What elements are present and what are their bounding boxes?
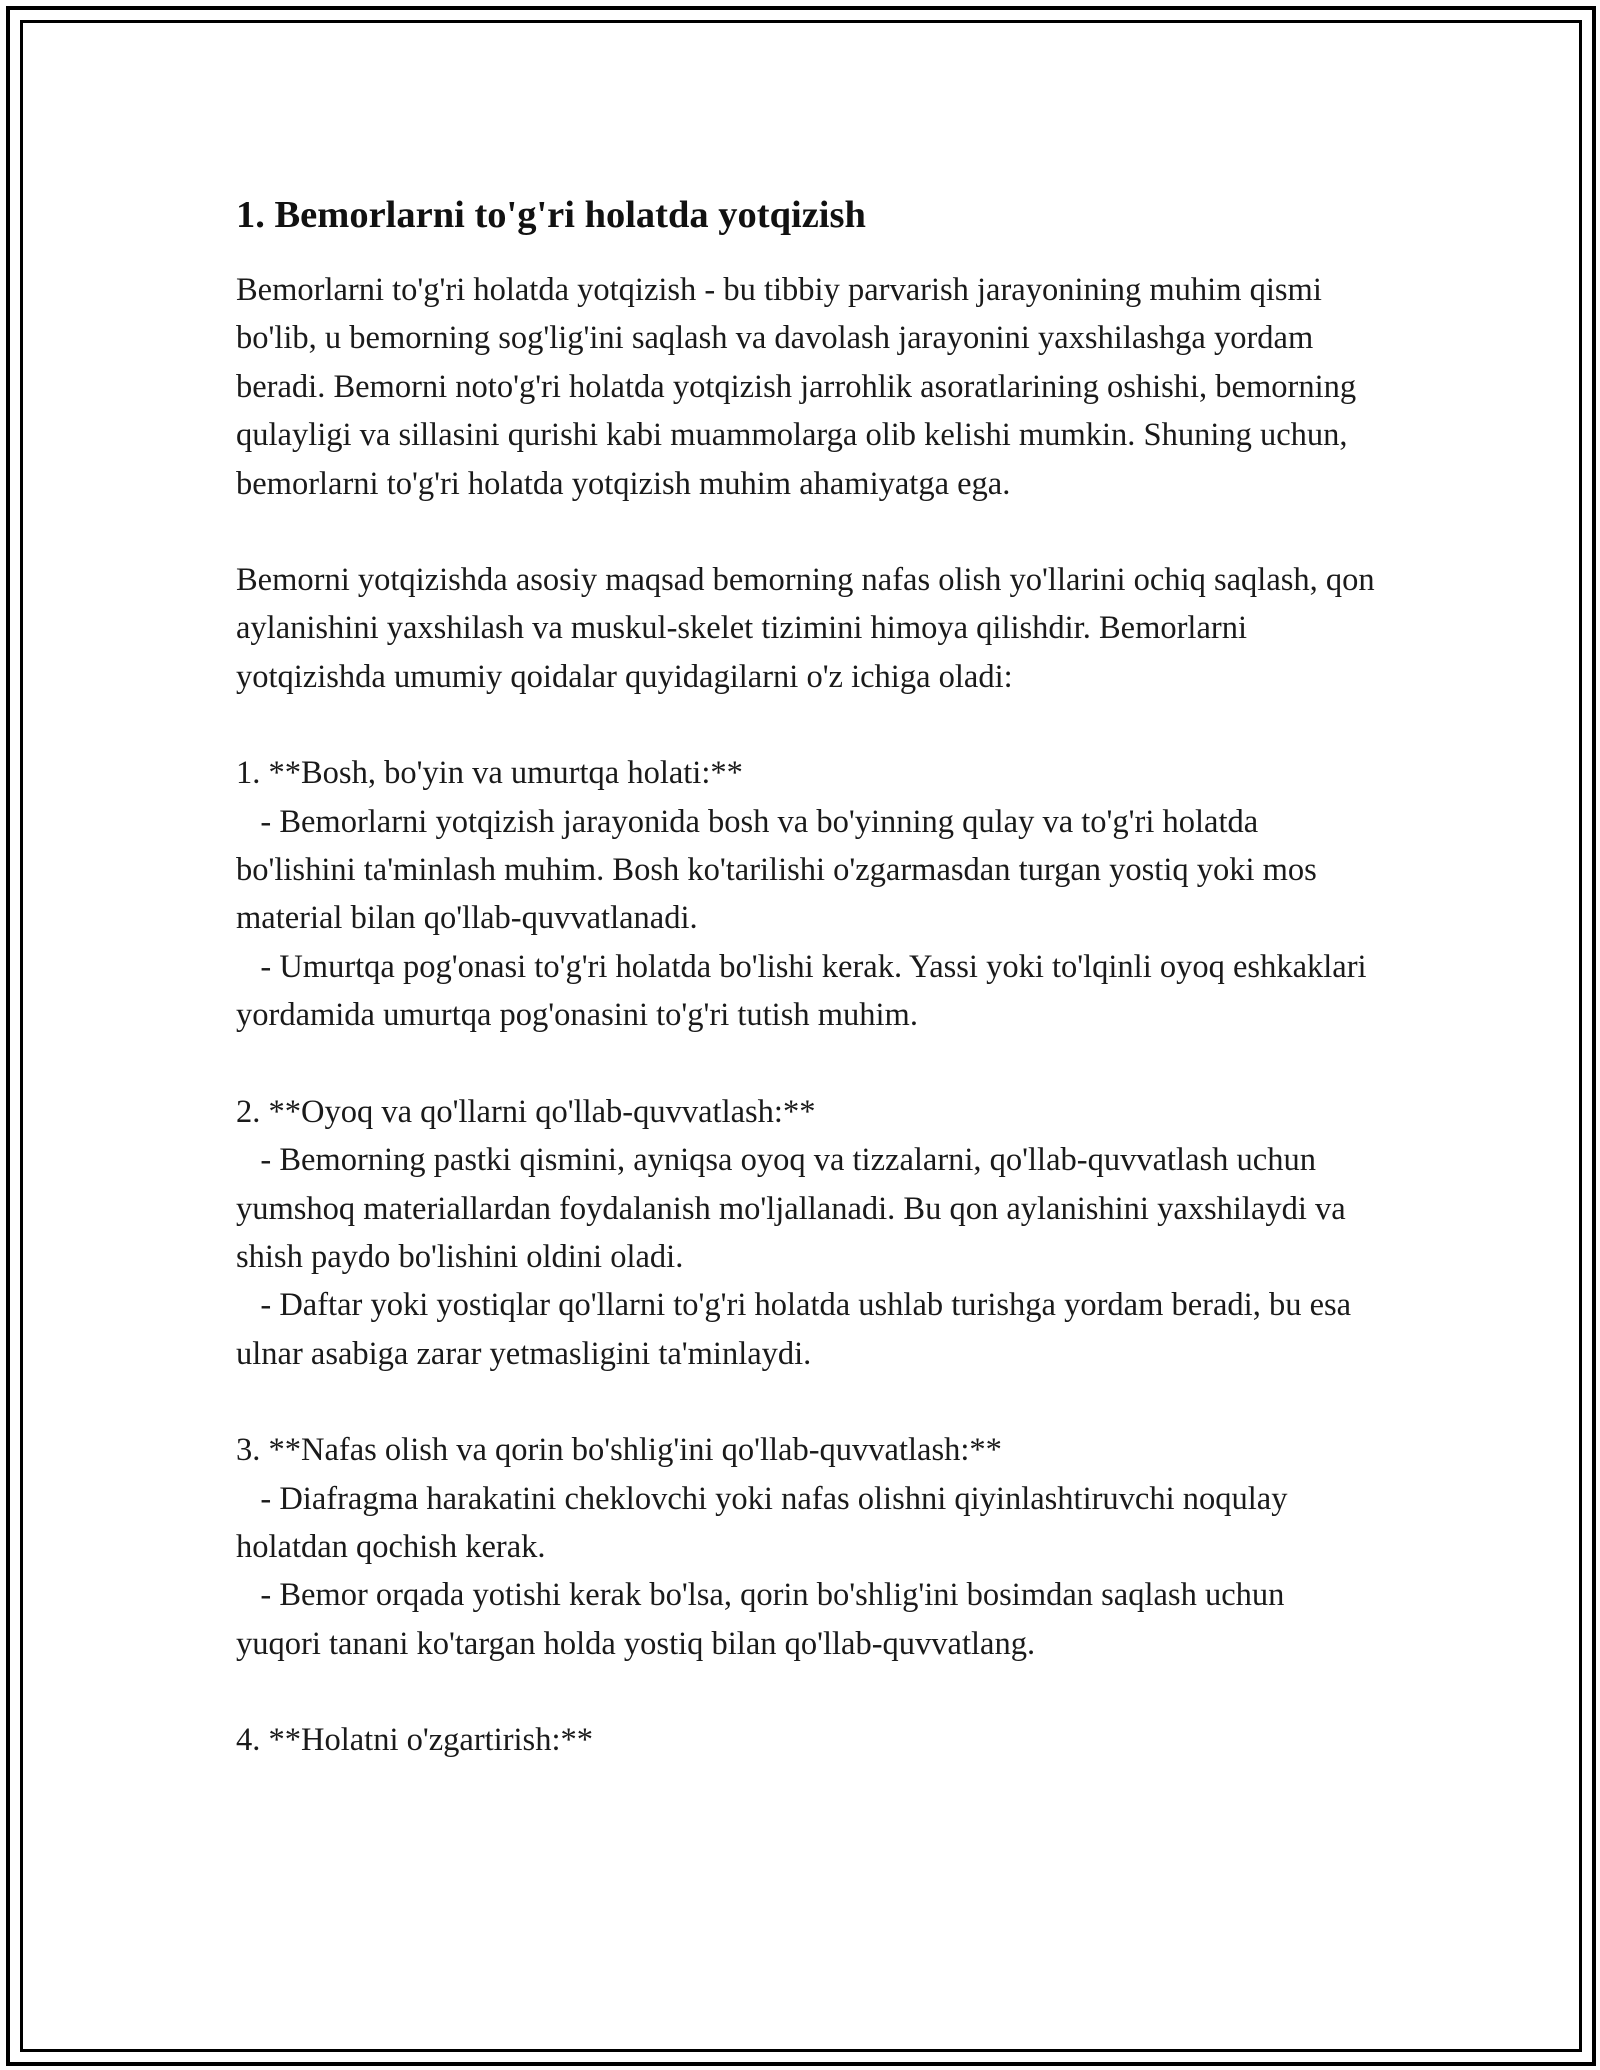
- section-heading: 1. Bemorlarni to'g'ri holatda yotqizish: [236, 194, 866, 236]
- list-item-point: - Daftar yoki yostiqlar qo'llarni to'g'ri holatda ushlab turishga yordam beradi, bu esa ulnar asabiga zarar yetmasligini ta'minlaydi.: [236, 1287, 1360, 1372]
- list-item-title: 4. **Holatni o'zgartirish:**: [236, 1722, 593, 1759]
- list-item-legs-arms: [236, 1088, 1376, 1378]
- document-body: [236, 186, 1383, 1813]
- list-item-point: - Bemorlarni yotqizish jarayonida bosh va bo'yinning qulay va to'g'ri holatda bo'lishini ta'minlash muhim. Bosh ko'tarilishi o'zgarmasdan turgan yostiq yoki mos material bilan qo'llab-quvvatlanadi.: [236, 803, 1325, 937]
- list-item-point: - Bemor orqada yotishi kerak bo'lsa, qorin bo'shlig'ini bosimdan saqlash uchun yuqori tanani ko'targan holda yostiq bilan qo'llab-quvvatlang.: [236, 1577, 1293, 1662]
- list-item-point: - Bemorning pastki qismini, ayniqsa oyoq va tizzalarni, qo'llab-quvvatlash uchun yumshoq materiallardan foydalanish mo'ljallanadi. Bu qon aylanishini yaxshilaydi va shish paydo bo'lishini oldini oladi.: [236, 1142, 1354, 1275]
- goal-paragraph: Bemorni yotqizishda asosiy maqsad bemorning nafas olish yo'llarini ochiq saqlash, qon aylanishini yaxshilash va muskul-skelet tizimini himoya qilishdir. Bemorlarni yotqizishda umumiy qoidalar quyidagilarni o'z ichiga oladi:: [236, 562, 1383, 695]
- list-item-title: 3. **Nafas olish va qorin bo'shlig'ini qo'llab-quvvatlash:**: [236, 1432, 1002, 1469]
- list-item-point: - Diafragma harakatini cheklovchi yoki nafas olishni qiyinlashtiruvchi noqulay holatdan qochish kerak.: [236, 1480, 1296, 1565]
- list-item-head-neck-spine: [236, 749, 1376, 1039]
- list-item-breathing-abdomen: [236, 1426, 1376, 1668]
- list-item-title: 1. **Bosh, bo'yin va umurtqa holati:**: [236, 755, 743, 792]
- list-item-title: 2. **Oyoq va qo'llarni qo'llab-quvvatlash:**: [236, 1093, 816, 1130]
- list-item-position-change: [236, 1716, 1376, 1764]
- list-item-point: - Umurtqa pog'onasi to'g'ri holatda bo'lishi kerak. Yassi yoki to'lqinli oyoq eshkaklari yordamida umurtqa pog'onasini to'g'ri tutish muhim.: [236, 948, 1375, 1034]
- intro-paragraph: Bemorlarni to'g'ri holatda yotqizish - bu tibbiy parvarish jarayonining muhim qismi bo'lib, u bemorning sog'lig'ini saqlash va davolash jarayonini yaxshilashga yordam beradi. Bemorni noto'g'ri holatda yotqizish jarrohlik asoratlarining oshishi, bemorning qulayligi va sillasini qurishi kabi muammolarga olib kelishi mumkin. Shuning uchun, bemorlarni to'g'ri holatda yotqizish muhim ahamiyatga ega.: [236, 272, 1365, 502]
